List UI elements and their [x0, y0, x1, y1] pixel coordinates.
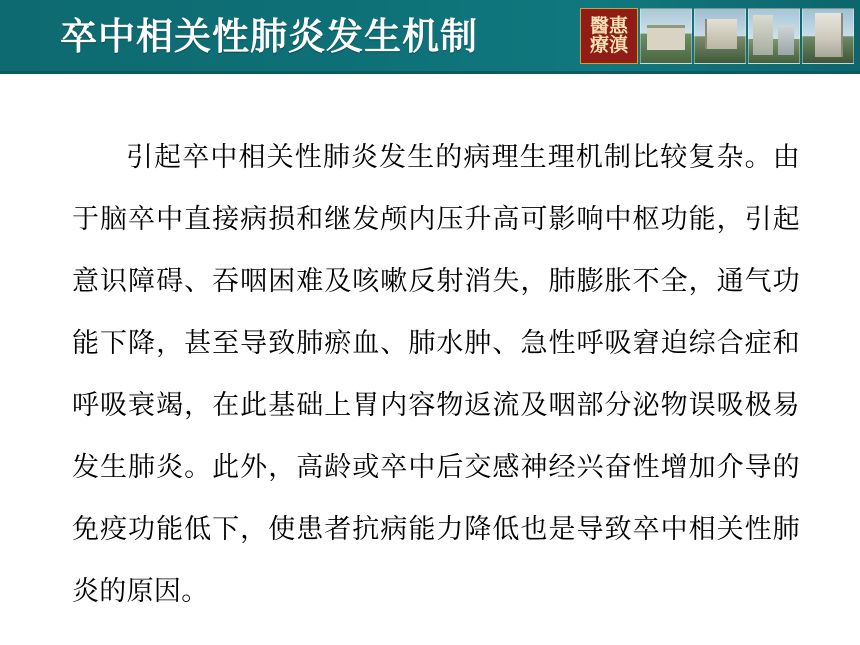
slide-body [0, 74, 860, 645]
page-title: 卒中相关性肺炎发生机制 [60, 14, 478, 58]
hospital-building-photo-1 [640, 8, 692, 64]
header-banner [580, 8, 854, 64]
logo-text-line-1: 醫惠 [589, 15, 628, 37]
organization-logo [580, 8, 638, 64]
slide-header-bar [0, 0, 860, 74]
hospital-building-photo-4 [802, 8, 854, 64]
body-paragraph: 引起卒中相关性肺炎发生的病理生理机制比较复杂。由于脑卒中直接病损和继发颅内压升高可影响中枢功能，引起意识障碍、吞咽困难及咳嗽反射消失，肺膨胀不全，通气功能下降，甚至导致肺瘀血、肺水肿、急性呼吸窘迫综合症和呼吸衰竭，在此基础上胃内容物返流及咽部分泌物误吸极易发生肺炎。此外，高龄或卒中后交感神经兴奋性增加介导的免疫功能低下，使患者抗病能力降低也是导致卒中相关性肺炎的原因。 [72, 142, 800, 607]
title-container [60, 10, 580, 64]
hospital-building-photo-2 [694, 8, 746, 64]
header-inner [0, 0, 860, 71]
hospital-building-photo-3 [748, 8, 800, 64]
logo-text-line-2: 療滇 [589, 34, 628, 56]
